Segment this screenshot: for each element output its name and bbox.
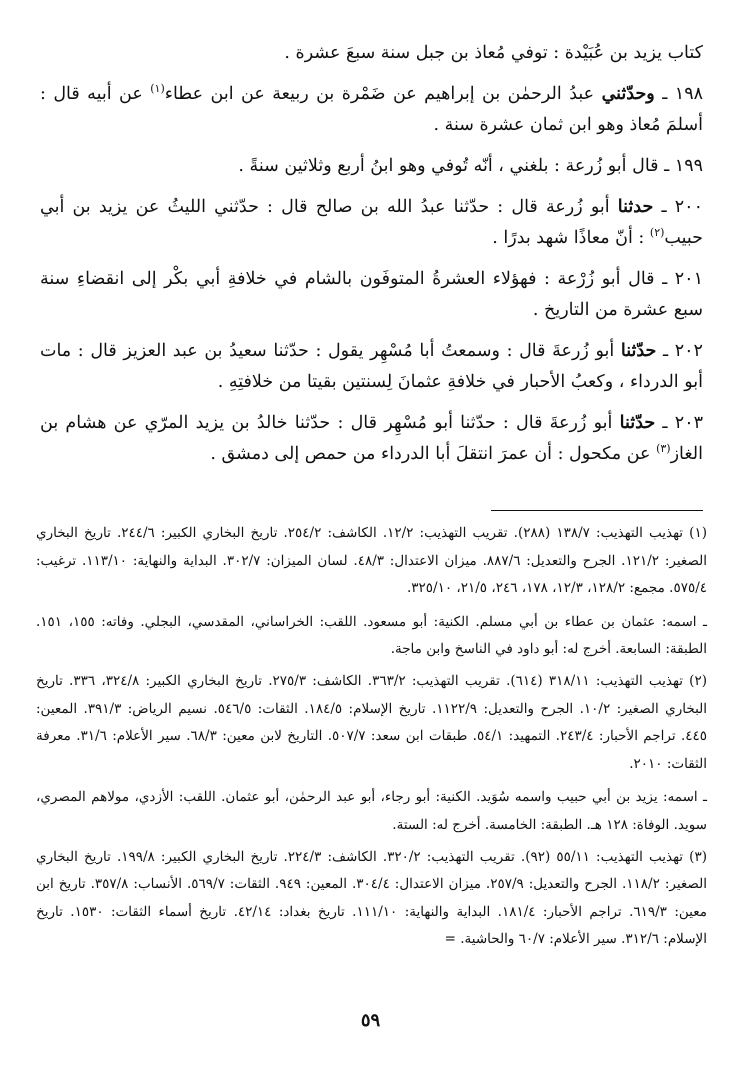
paragraph-text: أبو زُرعةَ قال : وسمعتُ أبا مُسْهِر يقول : حدّثنا سعيدُ بن عبد العزيز قال : مات أبو الدرداء ، وكعبُ الأحبار في خلافةِ عثمانَ لِسنتين بقيتا من خلافتِهِ .: [40, 341, 703, 392]
paragraph-number: ٢٠١ ـ: [662, 269, 703, 289]
paragraph-text-continued: عن مكحول : أن عمرَ انتقلَ أبا الدرداء من حمص إلى دمشق .: [210, 444, 651, 464]
footnote-divider: [491, 510, 703, 511]
footnotes: [36, 520, 707, 954]
paragraph-text: أبو زُرعةَ قال : حدّثنا أبو مُسْهِر قال : حدّثنا خالدُ بن يزيد المرّي عن هشام بن الغاز: [40, 413, 703, 464]
footnote-ref-1: (١): [150, 82, 165, 96]
narration-keyword: حدّثنا: [620, 341, 657, 361]
paragraph-number: ١٩٩ ـ: [664, 156, 703, 176]
paragraph-199: [40, 151, 703, 182]
main-text: [40, 38, 703, 480]
paragraph-text: عبدُ الرحمٰن بن إبراهيم عن ضَمْرة بن ربيعة عن ابن عطاء: [164, 84, 595, 104]
paragraph-text-continued: عن أبيه قال : أسلمَ مُعاذ وهو ابن ثمان عشرة سنة .: [40, 84, 703, 135]
paragraph-203: [40, 408, 703, 470]
paragraph-198: [40, 79, 703, 141]
paragraph-text: قال أبو زُرعة : بلغني ، أنّه تُوفي وهو ابنُ أربع وثلاثين سنةً .: [238, 156, 659, 176]
paragraph-number: ٢٠٣ ـ: [662, 413, 703, 433]
paragraph-number: ٢٠٠ ـ: [661, 197, 703, 217]
footnote-3: [36, 844, 707, 954]
paragraph-text: قال أبو زُرْعة : فهؤلاء العشرةُ المتوفَون بالشام في خلافةِ أبي بكْر إلى انقضاءِ سنة سبع عشرة من التاريخ .: [40, 269, 703, 320]
footnote-ref-2: (٢): [649, 226, 665, 240]
intro-line: [40, 38, 703, 69]
footnote-2: (٢) تهذيب التهذيب: ٣١٨/١١ (٦١٤). تقريب التهذيب: ٣٦٣/٢. الكاشف: ٢٧٥/٣. تاريخ البخاري الكبير: ٣٢٤/٨، ٣٣٦. تاريخ البخاري الصغير: ١٠/٢. الجرح والتعديل: ١١٢٢/٩. تاريخ الإسلام: ١٨٤/٥. الثقات: ٥٤٦/٥. نسيم الرياض: ٣٩١/٣. المعين: ٤٤٥. تراجم الأحبار: ٢٤٣/٤. التمهيد: ٥٤/١. طبقات ابن سعد: ٥٠٧/٧. التاريخ لابن معين: ٦٨/٣. سير الأعلام: ٣١/٦. معرفة الثقات: ٢٠١٠.: [36, 672, 708, 772]
footnote-2-bio: ـ اسمه: يزيد بن أبي حبيب واسمه سُوَيد. الكنية: أبو رجاء، أبو عبد الرحمٰن، أبو عثمان. اللقب: الأزدي، مولاهم المصري، سويد. الوفاة: ١٢٨ هـ. الطبقة: الخامسة. أخرج له: الستة.: [36, 789, 707, 833]
narration-keyword: وحدّثني: [601, 84, 655, 104]
narration-keyword: حدّثنا: [619, 413, 656, 433]
paragraph-text: أبو زُرعة قال : حدّثنا عبدُ الله بن صالح قال : حدّثني الليثُ عن يزيد بن أبي حبيب: [40, 197, 703, 248]
paragraph-201: [40, 264, 703, 326]
paragraph-number: ١٩٨ ـ: [662, 84, 703, 104]
footnote-1: (١) تهذيب التهذيب: ١٣٨/٧ (٢٨٨). تقريب التهذيب: ١٢/٢. الكاشف: ٢٥٤/٢. تاريخ البخاري الكبير: ٢٤٤/٦. تاريخ البخاري الصغير: ١٢١/٢. الجرح والتعديل: ٨٨٧/٦. ميزان الاعتدال: ٤٨/٣. لسان الميزان: ٣٠٢/٧. البداية والنهاية: ١١٣/١٠. ترغيب: ٥٧٥/٤. مجمع: ١٢٨/٢، ١٢/٣، ١٧٨، ٢٤٦، ٢١/٥، ٣٢٥/١٠.: [36, 525, 707, 597]
page-number: ٥٩: [360, 1010, 381, 1031]
intro-text: كتاب يزيد بن عُبَيْدة : توفي مُعاذ بن جبل سنة سبعَ عشرة .: [284, 43, 703, 63]
narration-keyword: حدثنا: [617, 197, 654, 217]
footnote-ref-3: (٣): [656, 442, 671, 456]
footnote-3-text: (٣) تهذيب التهذيب: ٥٥/١١ (٩٢). تقريب التهذيب: ٣٢٠/٢. الكاشف: ٢٢٤/٣. تاريخ البخاري الكبير: ١٩٩/٨. تاريخ البخاري الصغير: ١١٨/٢. الجرح والتعديل: ٢٥٧/٩. ميزان الاعتدال: ٣٠٤/٤. المعين: ٩٤٩. الثقات: ٥٦٩/٧. الأنساب: ٣٥٧/٨. تاريخ ابن معين: ٦١٩/٣. تراجم الأحبار: ١٨١/٤. البداية والنهاية: ١١١/١٠. تاريخ بغداد: ٤٢/١٤. تاريخ أسماء الثقات: ١٥٣٠. تاريخ الإسلام: ٣١٢/٦. سير الأعلام: ٦٠/٧ والحاشية.: [36, 848, 707, 948]
paragraph-202: [40, 336, 703, 398]
paragraph-text-continued: : أنّ معاذًا شهد بدرًا .: [492, 228, 645, 248]
paragraph-number: ٢٠٢ ـ: [663, 341, 703, 361]
footnote-1-bio: ـ اسمه: عثمان بن عطاء بن أبي مسلم. الكنية: أبو مسعود. اللقب: الخراساني، المقدسي، البجلي. وفاته: ١٥٥، ١٥١. الطبقة: السابعة. أخرج له: أبو داود في الناسخ وابن ماجة.: [36, 613, 707, 658]
continuation-mark: =: [444, 931, 456, 948]
paragraph-200: [40, 192, 703, 254]
